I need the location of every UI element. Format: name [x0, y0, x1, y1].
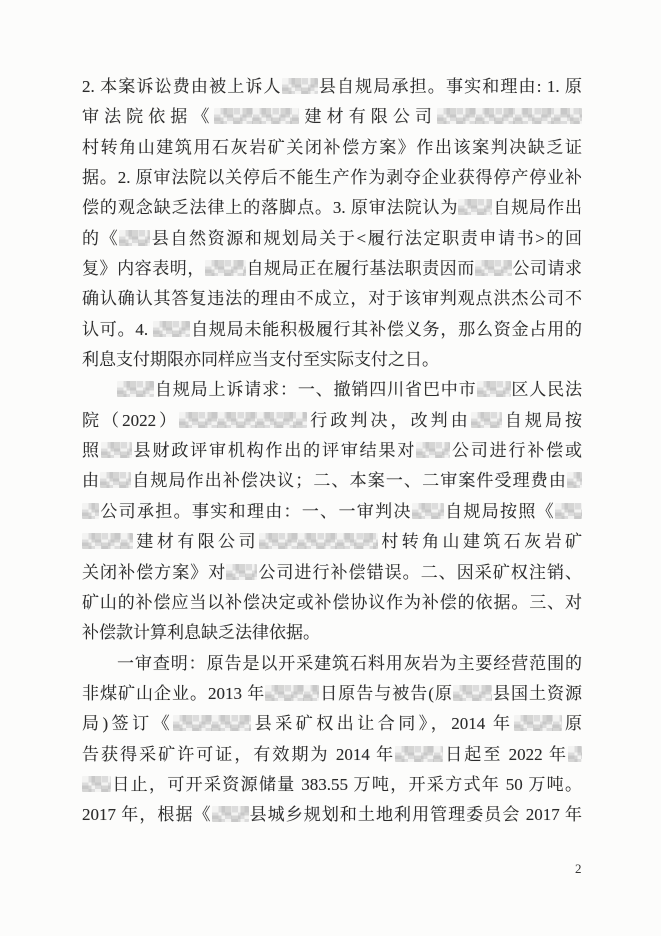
text-line — [82, 709, 582, 739]
text-run: 自规局按 — [501, 410, 583, 430]
text-line — [82, 375, 582, 405]
text-line — [82, 72, 582, 102]
text-run: 照 — [82, 441, 101, 461]
text-line — [82, 740, 582, 770]
text-run: 建材有限公司 — [299, 107, 438, 127]
redaction-block — [205, 260, 246, 276]
text-run: 利息支付期限亦同样应当支付至实际支付之日。 — [82, 350, 439, 370]
text-run: 2017 年，根据《 — [82, 805, 212, 825]
text-line — [82, 193, 582, 223]
text-line — [82, 649, 582, 679]
text-run: 补偿款计算利息缺乏法律依据。 — [82, 623, 320, 643]
text-run: 县财政评审机构作出的评审结果对 — [131, 441, 417, 461]
text-run: 由 — [82, 471, 101, 491]
text-line — [82, 588, 582, 618]
redaction-block — [458, 199, 492, 215]
redaction-block — [412, 503, 444, 519]
redaction-block — [475, 260, 512, 276]
text-run: 确认确认其答复违法的理由不成立，对于该审判观点洪杰公司不 — [82, 289, 582, 309]
text-line — [82, 679, 582, 709]
redaction-block — [214, 108, 299, 124]
redaction-block — [82, 533, 133, 549]
text-line — [82, 102, 582, 132]
text-run: 审法院依据《 — [82, 107, 215, 127]
redaction-block — [82, 503, 99, 519]
redaction-block — [173, 715, 251, 731]
text-line — [82, 406, 582, 436]
text-run: 公司请求 — [511, 259, 583, 279]
text-line — [82, 254, 582, 284]
text-line — [82, 800, 582, 830]
text-run: 关闭补偿方案》对 — [82, 562, 227, 582]
page-number: 2 — [575, 861, 582, 876]
text-line — [82, 770, 582, 800]
text-run: 县城乡规划和土地利用管理委员会 2017 年 — [248, 805, 582, 825]
redaction-block — [100, 472, 131, 488]
text-line — [82, 224, 582, 254]
document-body — [82, 72, 582, 831]
text-run: 矿山的补偿应当以补偿决定或补偿协议作为补偿的依据。三、对 — [82, 592, 582, 612]
text-run: 自规局上诉请求：一、撤销四川省巴中市 — [154, 380, 477, 400]
redaction-block — [567, 472, 582, 488]
text-line — [82, 345, 582, 375]
redaction-block — [568, 746, 582, 762]
text-run: 行政判决，改判由 — [307, 410, 471, 430]
text-run: 县自然资源和规划局关于<履行法定职责申请书>的回 — [150, 228, 582, 248]
redaction-block — [153, 321, 190, 337]
redaction-block — [259, 533, 378, 549]
text-line — [82, 133, 582, 163]
text-line — [82, 618, 582, 648]
text-run: 复》内容表明， — [82, 259, 205, 279]
text-run: 局)签订《 — [82, 714, 174, 734]
redaction-block — [477, 381, 511, 397]
text-run: 一审查明：原告是以开采建筑石料用灰岩为主要经营范围的 — [117, 653, 582, 673]
text-run: 村转角山建筑石灰岩矿 — [377, 532, 583, 552]
redaction-block — [179, 412, 307, 428]
text-line — [82, 315, 582, 345]
text-line — [82, 497, 582, 527]
redaction-block — [265, 685, 319, 701]
text-run: 日止，可开采资源储量 383.55 万吨，开采方式年 50 万吨。 — [111, 774, 582, 794]
text-run: 认可。4. — [82, 319, 154, 339]
text-run: 公司进行补偿或 — [450, 441, 583, 461]
text-run: 公司进行补偿错误。二、因采矿权注销、 — [257, 562, 583, 582]
text-run: 公司承担。事实和理由：一、一审判决 — [99, 501, 412, 521]
text-line — [82, 527, 582, 557]
text-run: 日原告与被告(原 — [319, 683, 453, 703]
text-run: 县国土资源 — [491, 683, 583, 703]
text-run: 村转角山建筑用石灰岩矿关闭补偿方案》作出该案判决缺乏证 — [82, 137, 582, 157]
redaction-block — [119, 230, 150, 246]
redaction-block — [117, 381, 154, 397]
redaction-block — [514, 715, 562, 731]
text-run: 区人民法 — [510, 380, 583, 400]
text-run: 自规局未能积极履行其补偿义务，那么资金占用的 — [190, 319, 583, 339]
text-line — [82, 163, 582, 193]
redaction-block — [101, 442, 132, 458]
redaction-block — [82, 776, 111, 792]
redaction-block — [212, 806, 249, 822]
text-line — [82, 466, 582, 496]
text-run: 2. 本案诉讼费由被上诉人 — [82, 77, 282, 96]
text-line — [82, 436, 582, 466]
redaction-block — [226, 564, 257, 580]
text-run: 日起至 2022 年 — [443, 744, 569, 764]
redaction-block — [437, 108, 582, 124]
redaction-block — [395, 746, 443, 762]
redaction-block — [471, 412, 502, 428]
text-run: 自规局按照《 — [443, 501, 556, 521]
text-line — [82, 284, 582, 314]
text-run: 自规局作出补偿决议；二、本案一、二审案件受理费由 — [131, 471, 568, 491]
text-run: 自规局正在履行基法职责因而 — [245, 259, 475, 279]
redaction-block — [555, 503, 582, 519]
text-run: 的《 — [82, 228, 120, 248]
text-run: 原 — [561, 714, 583, 734]
text-line — [82, 558, 582, 588]
text-run: 院（2022） — [82, 410, 180, 430]
text-run: 偿的观念缺乏法律上的落脚点。3. 原审法院认为 — [82, 198, 459, 218]
redaction-block — [282, 78, 318, 94]
text-run: 县采矿权出让合同》，2014 年 — [251, 714, 514, 734]
text-run: 告获得采矿许可证，有效期为 2014 年 — [82, 744, 396, 764]
text-run: 建材有限公司 — [133, 532, 259, 552]
text-run: 县自规局承担。事实和理由: 1. 原 — [317, 77, 582, 96]
text-run: 非煤矿山企业。2013 年 — [82, 683, 266, 703]
redaction-block — [453, 685, 492, 701]
redaction-block — [416, 442, 450, 458]
text-run: 据。2. 原审法院以关停后不能生产作为剥夺企业获得停产停业补 — [82, 168, 582, 188]
text-run: 自规局作出 — [492, 198, 583, 218]
